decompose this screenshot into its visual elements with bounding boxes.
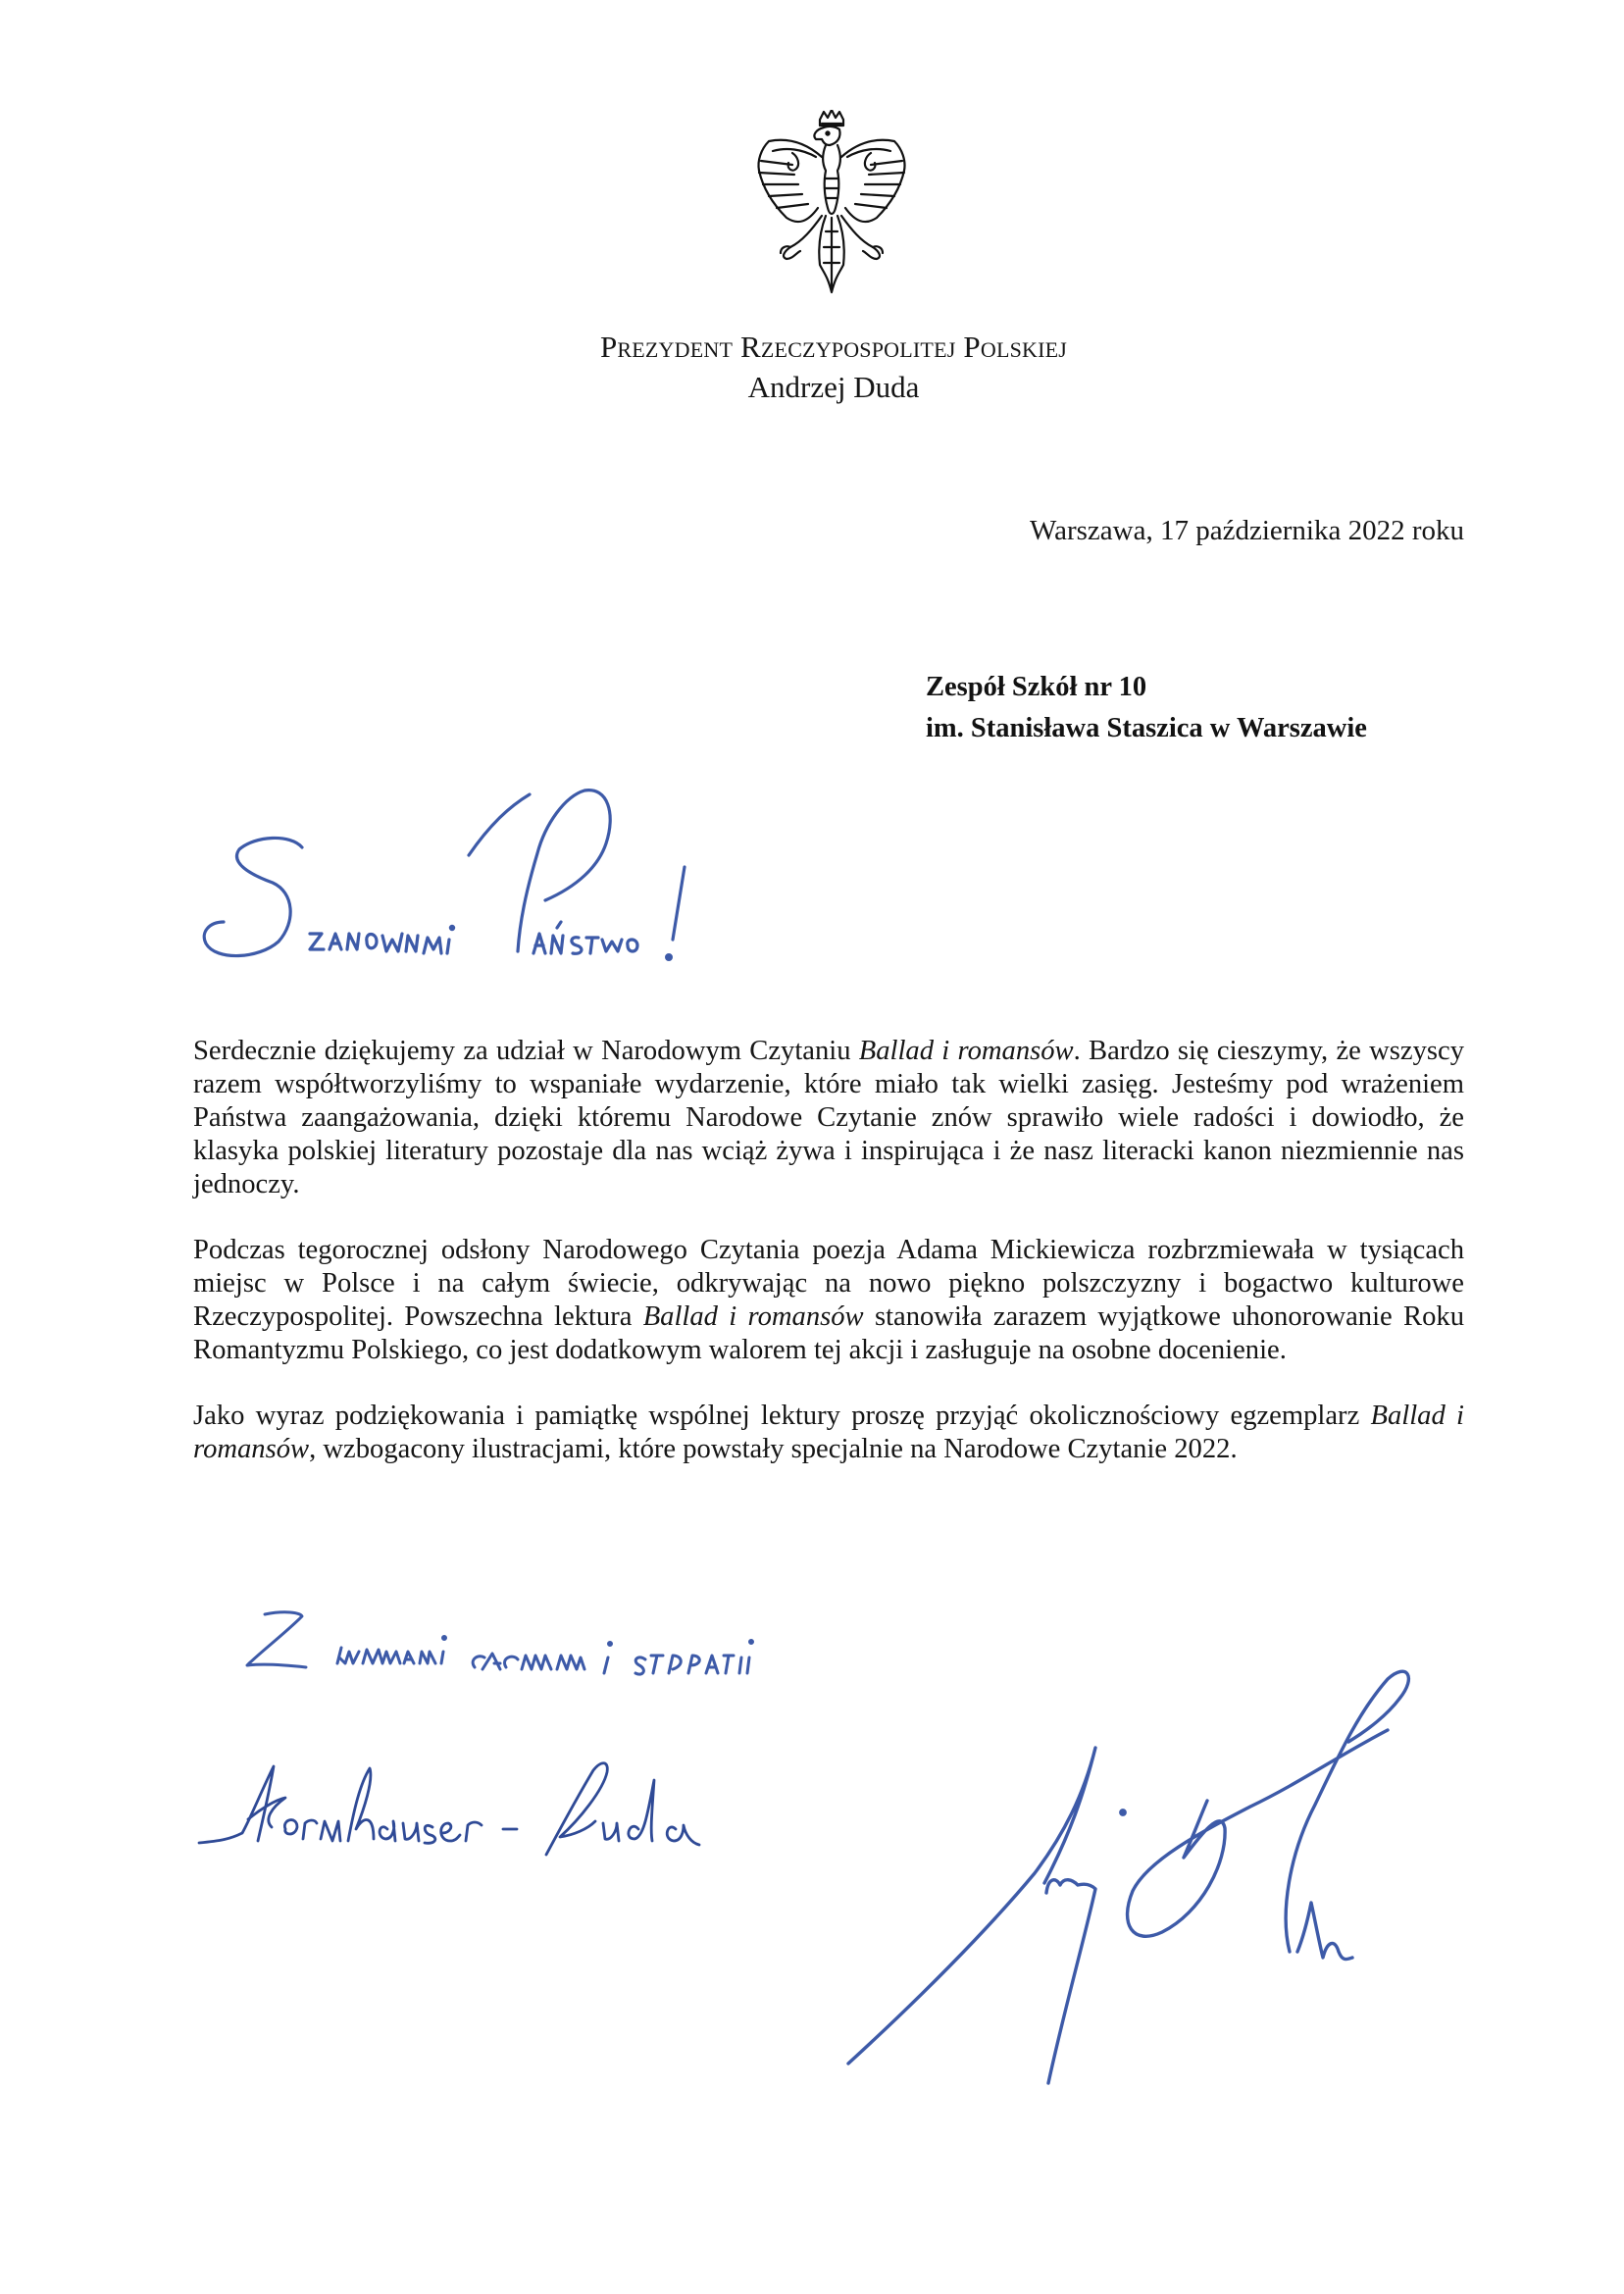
body-paragraph-1 — [193, 1035, 1464, 1201]
letterhead — [0, 328, 1624, 408]
signature-kornhauser-duda — [191, 1751, 819, 1878]
letterhead-name: Andrzej Duda — [747, 370, 920, 404]
signature-andrzej-duda — [838, 1667, 1476, 2128]
paragraph-text: , wzbogacony ilustracjami, które powstały specjalnie na Narodowe Czytanie 2022. — [309, 1434, 1238, 1464]
eagle-emblem-icon — [747, 110, 916, 296]
date-line: Warszawa, 17 października 2022 roku — [1030, 515, 1464, 546]
body-paragraph-2 — [193, 1234, 1464, 1367]
paragraph-text: Podczas tegorocznej odsłony Narodowego Czytania poezja Adama Mickiewicza rozbrzmiewała w tysiącach miejsc w Polsce i na całym świecie, odkrywając na nowo piękno polszczyzny i bogactwo kulturowe Rzeczypospolitej. Powszechna lektura — [193, 1235, 1464, 1332]
book-title: Ballad i romansów — [858, 1036, 1074, 1066]
salutation-handwriting — [196, 785, 824, 981]
addressee — [926, 667, 1367, 749]
signature-andrzej-duda-handwriting — [838, 1667, 1476, 2128]
handwritten-salutation — [196, 785, 824, 981]
paragraph-text: Serdecznie dziękujemy za udział w Narodowym Czytaniu — [193, 1036, 859, 1066]
book-title: Ballad i romansów — [642, 1301, 864, 1332]
letterhead-title: Prezydent Rzeczypospolitej Polskiej — [599, 330, 1068, 364]
paragraph-text: stanowiła zarazem wyjątkowe uhonorowanie Roku Romantyzmu Polskiego, co jest dodatkowym walorem tej akcji i zasługuje na osobne docenienie. — [193, 1301, 1464, 1365]
body-paragraph-3 — [193, 1400, 1464, 1466]
paragraph-text: Jako wyraz podziękowania i pamiątkę wspólnej lektury proszę przyjąć okolicznościowy egzemplarz — [193, 1401, 1371, 1431]
paragraph-text: . Bardzo się cieszymy, że wszyscy razem współtworzyliśmy to wspaniałe wydarzenie, które miało tak wielki zasięg. Jesteśmy pod wrażeniem Państwa zaangażowania, dzięki któremu Narodowe Czytanie znów sprawiło wiele radości i dowiodło, że klasyka polskiej literatury pozostaje dla nas wciąż żywa i inspirująca i że nasz literacki kanon niezmiennie nas jednoczy. — [193, 1036, 1464, 1199]
signature-kornhauser-duda-handwriting — [191, 1751, 819, 1878]
letter-body — [193, 1035, 1464, 1499]
addressee-line-1: Zespół Szkół nr 10 — [926, 672, 1147, 702]
addressee-line-2: im. Stanisława Staszica w Warszawie — [926, 713, 1367, 743]
book-title: Ballad i romansów — [193, 1401, 1464, 1464]
